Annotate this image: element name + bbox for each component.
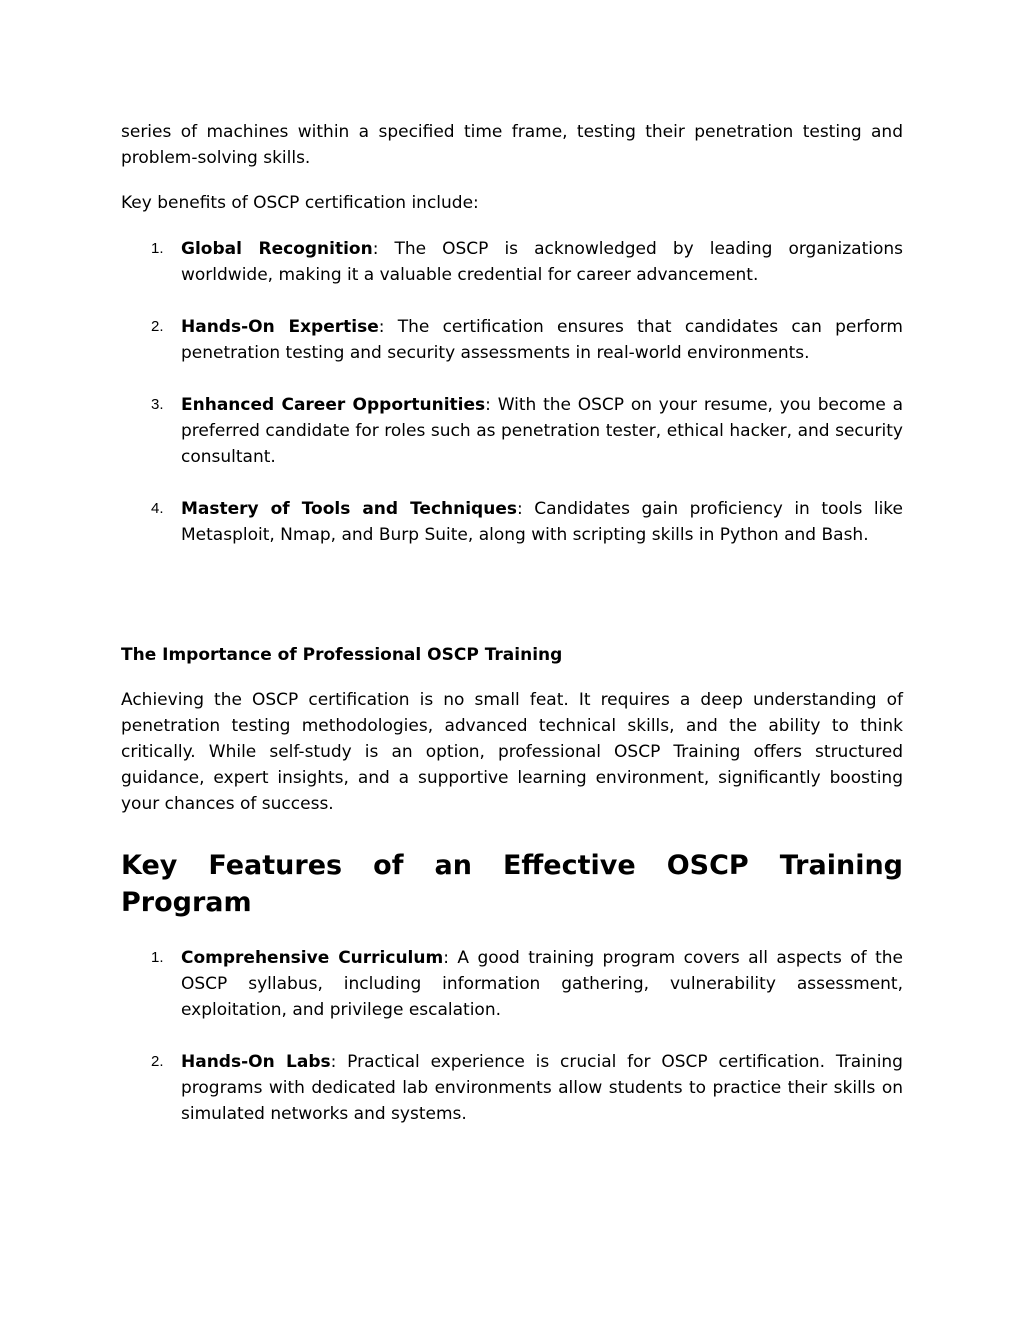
benefit-title: Mastery of Tools and Techniques	[181, 499, 517, 519]
importance-heading: The Importance of Professional OSCP Training	[121, 645, 563, 665]
feature-text: : A good training program covers all aspects of the OSCP syllabus, including information gathering, vulnerability assessment, exploitation, and privilege escalation.	[181, 948, 903, 1020]
list-number: 2.	[151, 1053, 164, 1070]
benefit-text: : With the OSCP on your resume, you become a preferred candidate for roles such as penetration tester, ethical hacker, and security consultant.	[181, 395, 903, 467]
benefit-item	[121, 314, 903, 366]
benefit-title: Enhanced Career Opportunities	[181, 395, 486, 415]
features-list	[121, 945, 903, 1127]
benefit-text: : Candidates gain proficiency in tools like Metasploit, Nmap, and Burp Suite, along with scripting skills in Python and Bash.	[181, 499, 903, 545]
list-number: 3.	[151, 396, 164, 413]
intro-continuation-paragraph: series of machines within a specified time frame, testing their penetration testing and problem-solving skills.	[121, 122, 903, 168]
benefit-text: : The certification ensures that candidates can perform penetration testing and security assessments in real-world environments.	[181, 317, 903, 363]
feature-item	[121, 945, 903, 1023]
list-number: 4.	[151, 500, 164, 517]
benefit-title: Hands-On Expertise	[181, 317, 379, 337]
features-heading: Key Features of an Effective OSCP Training Program	[121, 850, 903, 918]
benefits-lead-paragraph: Key benefits of OSCP certification include:	[121, 193, 479, 213]
feature-item	[121, 1049, 903, 1127]
benefit-item	[121, 236, 903, 288]
benefits-list	[121, 236, 903, 548]
list-number: 2.	[151, 318, 164, 335]
benefit-title: Global Recognition	[181, 239, 373, 259]
benefit-item	[121, 392, 903, 470]
importance-paragraph: Achieving the OSCP certification is no small feat. It requires a deep understanding of penetration testing methodologies, advanced technical skills, and the ability to think critically. While self-study is an option, professional OSCP Training offers structured guidance, expert insights, and a supportive learning environment, significantly boosting your chances of success.	[121, 690, 903, 814]
benefit-item	[121, 496, 903, 548]
list-number: 1.	[151, 240, 164, 257]
feature-text: : Practical experience is crucial for OSCP certification. Training programs with dedicated lab environments allow students to practice their skills on simulated networks and systems.	[181, 1052, 903, 1124]
document-page	[121, 119, 903, 1153]
feature-title: Comprehensive Curriculum	[181, 948, 444, 968]
feature-title: Hands-On Labs	[181, 1052, 331, 1072]
benefit-text: : The OSCP is acknowledged by leading organizations worldwide, making it a valuable credential for career advancement.	[181, 239, 903, 285]
list-number: 1.	[151, 949, 164, 966]
